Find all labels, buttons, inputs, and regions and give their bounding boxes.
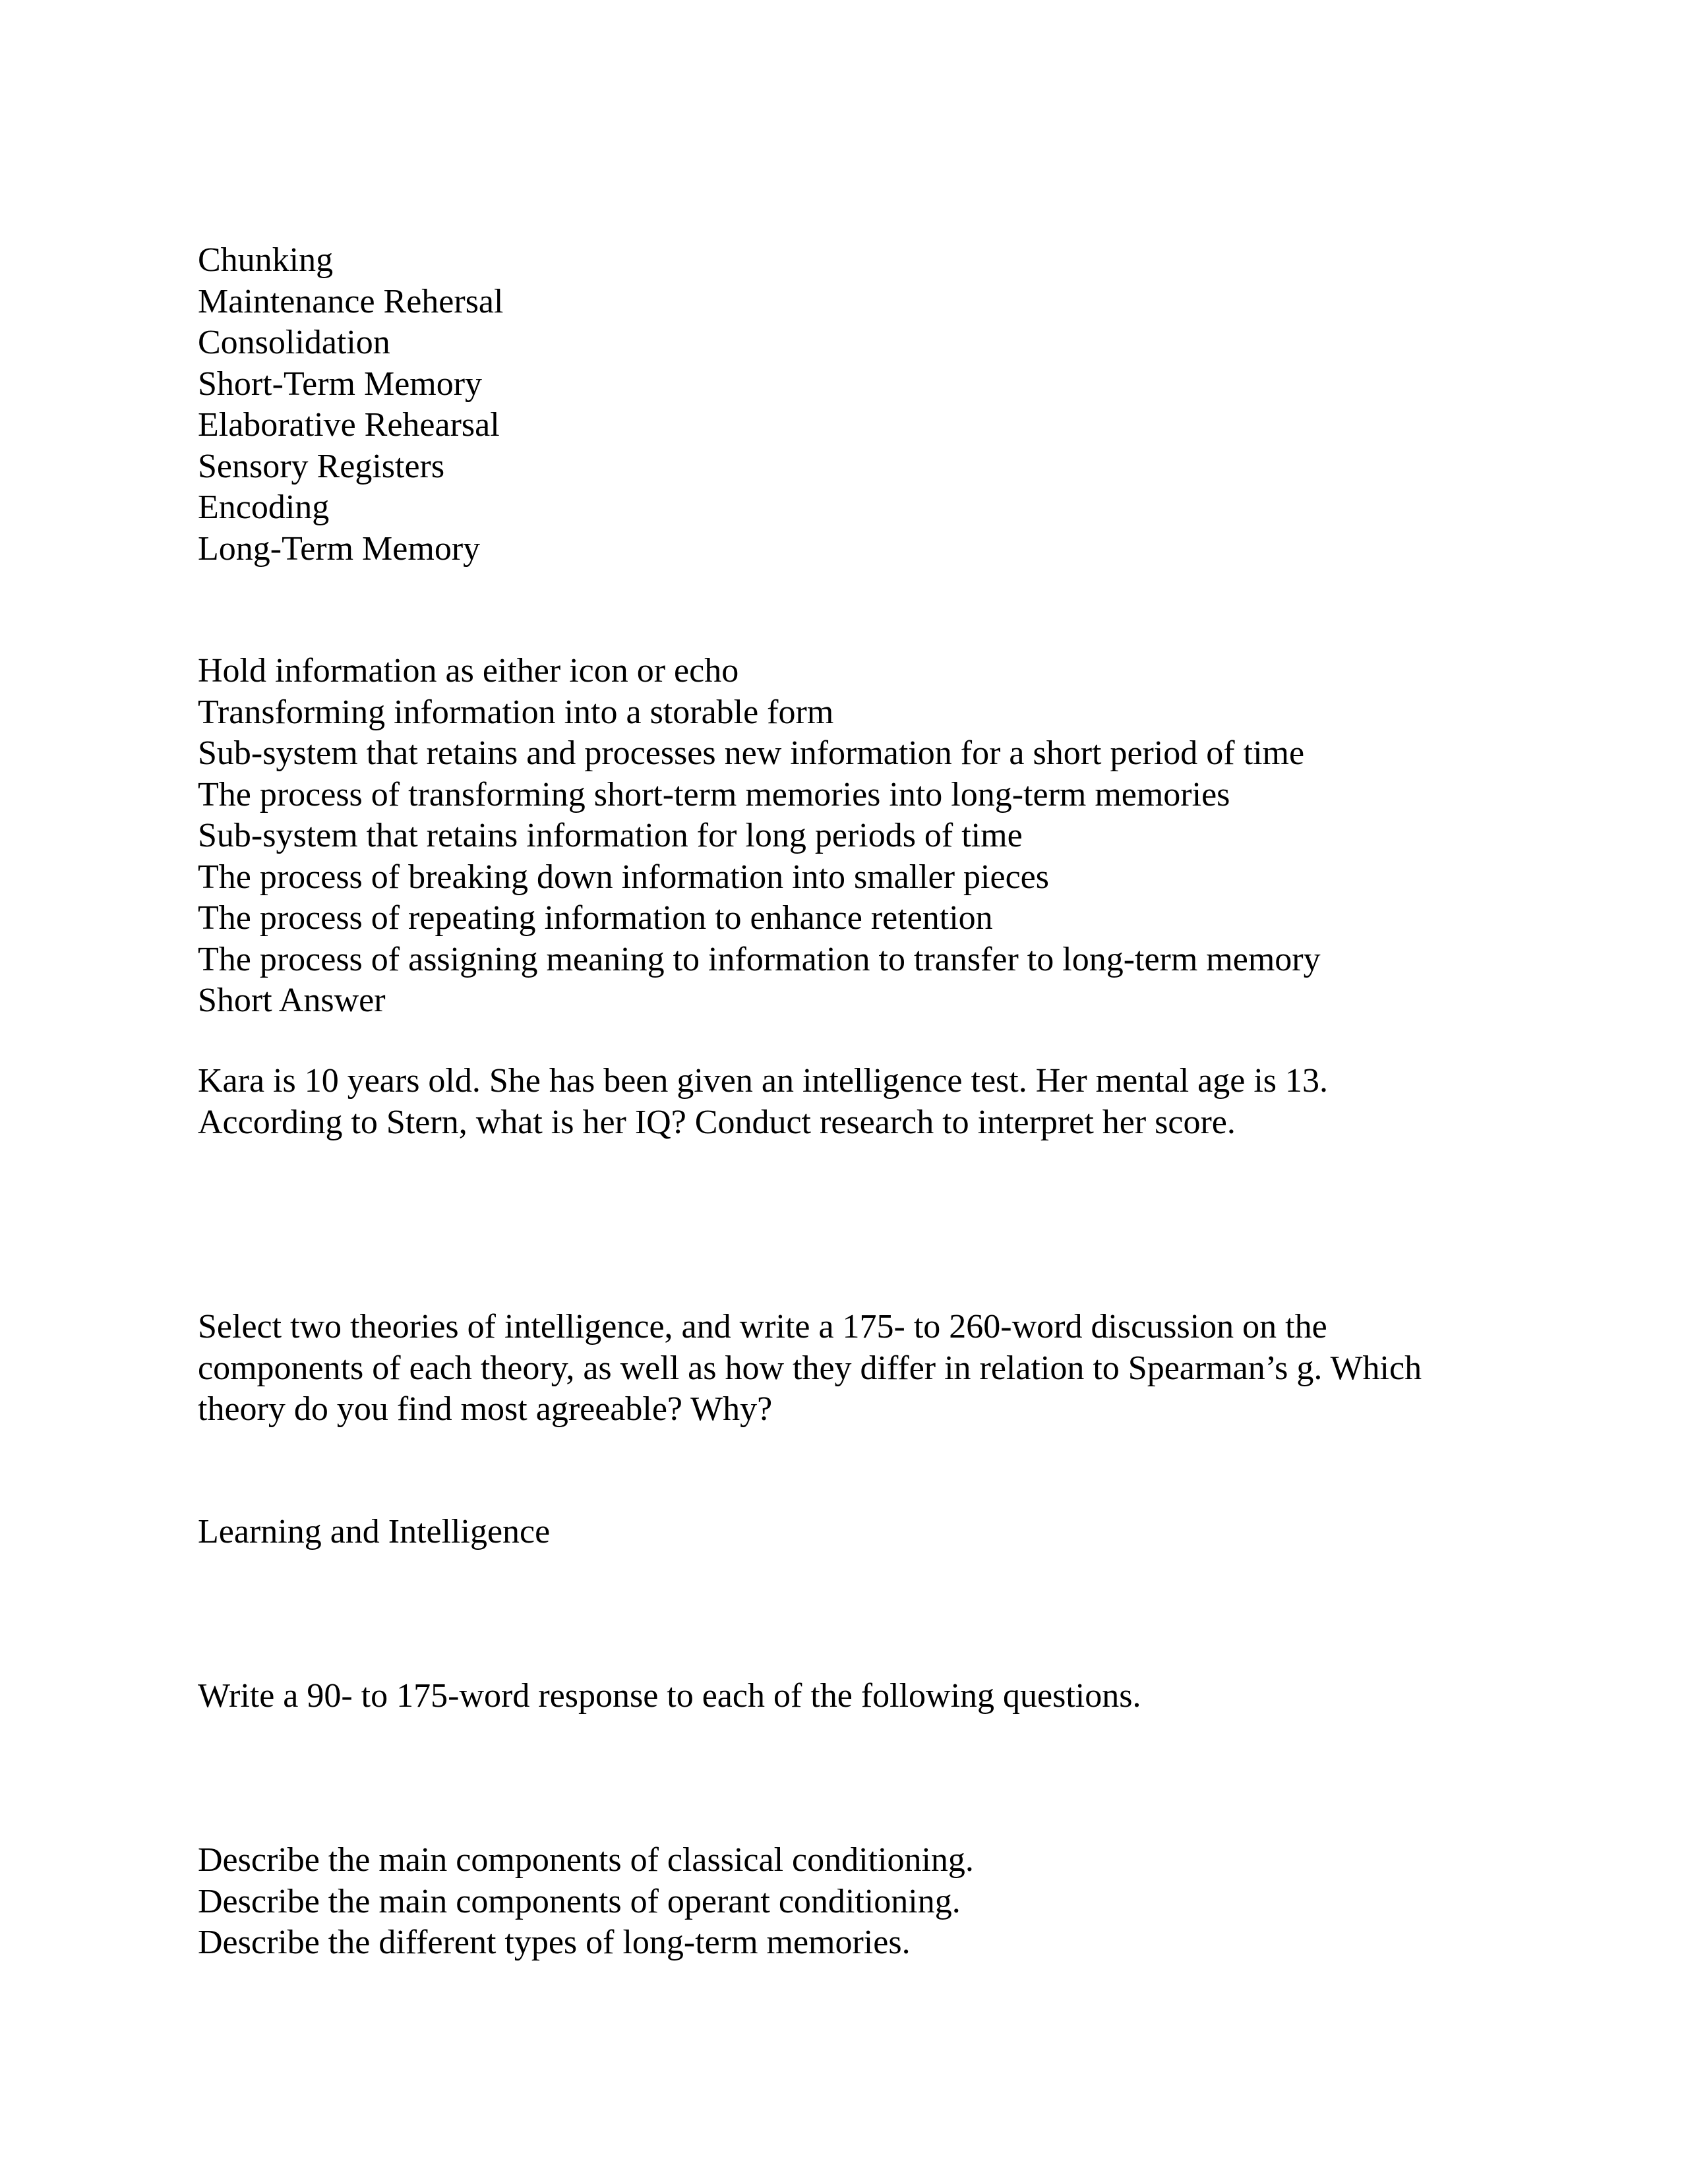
definition-item: Sub-system that retains and processes new information for a short period of time bbox=[198, 734, 1305, 772]
definition-item: Hold information as either icon or echo bbox=[198, 652, 739, 690]
definition-item: The process of transforming short-term memories into long-term memories bbox=[198, 775, 1230, 813]
question-item: Describe the main components of operant conditioning. bbox=[198, 1882, 961, 1920]
section-title: Learning and Intelligence bbox=[198, 1513, 551, 1550]
theories-question-line: Select two theories of intelligence, and write a 175- to 260-word discussion on the bbox=[198, 1308, 1327, 1345]
kara-question-line: According to Stern, what is her IQ? Conduct research to interpret her score. bbox=[198, 1103, 1236, 1141]
section-title-block bbox=[198, 1512, 1556, 1553]
term-item: Elaborative Rehearsal bbox=[198, 406, 500, 444]
terms-list bbox=[198, 240, 1556, 570]
term-item: Long-Term Memory bbox=[198, 529, 481, 568]
definitions-list bbox=[198, 651, 1556, 1022]
instruction-text: Write a 90- to 175-word response to each of the following questions. bbox=[198, 1677, 1141, 1715]
questions-list bbox=[198, 1840, 1556, 1964]
question-item: Describe the different types of long-term memories. bbox=[198, 1924, 911, 1961]
theories-question bbox=[198, 1307, 1517, 1431]
definition-item: The process of assigning meaning to information to transfer to long-term memory bbox=[198, 940, 1321, 978]
term-item: Encoding bbox=[198, 488, 330, 526]
question-item: Describe the main components of classical conditioning. bbox=[198, 1841, 974, 1879]
definition-item: Transforming information into a storable form bbox=[198, 693, 834, 731]
term-item: Short-Term Memory bbox=[198, 365, 483, 403]
term-item: Sensory Registers bbox=[198, 447, 445, 485]
theories-question-line: theory do you find most agreeable? Why? bbox=[198, 1390, 773, 1428]
kara-question-line: Kara is 10 years old. She has been given an intelligence test. Her mental age is 13. bbox=[198, 1062, 1329, 1100]
term-item: Chunking bbox=[198, 241, 334, 279]
term-item: Consolidation bbox=[198, 324, 390, 361]
definition-item: The process of breaking down information into smaller pieces bbox=[198, 858, 1049, 896]
instruction-block bbox=[198, 1676, 1556, 1717]
theories-question-line: components of each theory, as well as how they differ in relation to Spearman’s g. Which bbox=[198, 1349, 1422, 1387]
term-item: Maintenance Rehersal bbox=[198, 282, 504, 320]
definition-item: Sub-system that retains information for long periods of time bbox=[198, 817, 1023, 854]
kara-question bbox=[198, 1061, 1517, 1143]
short-answer-heading: Short Answer bbox=[198, 982, 386, 1019]
definition-item: The process of repeating information to enhance retention bbox=[198, 899, 993, 937]
